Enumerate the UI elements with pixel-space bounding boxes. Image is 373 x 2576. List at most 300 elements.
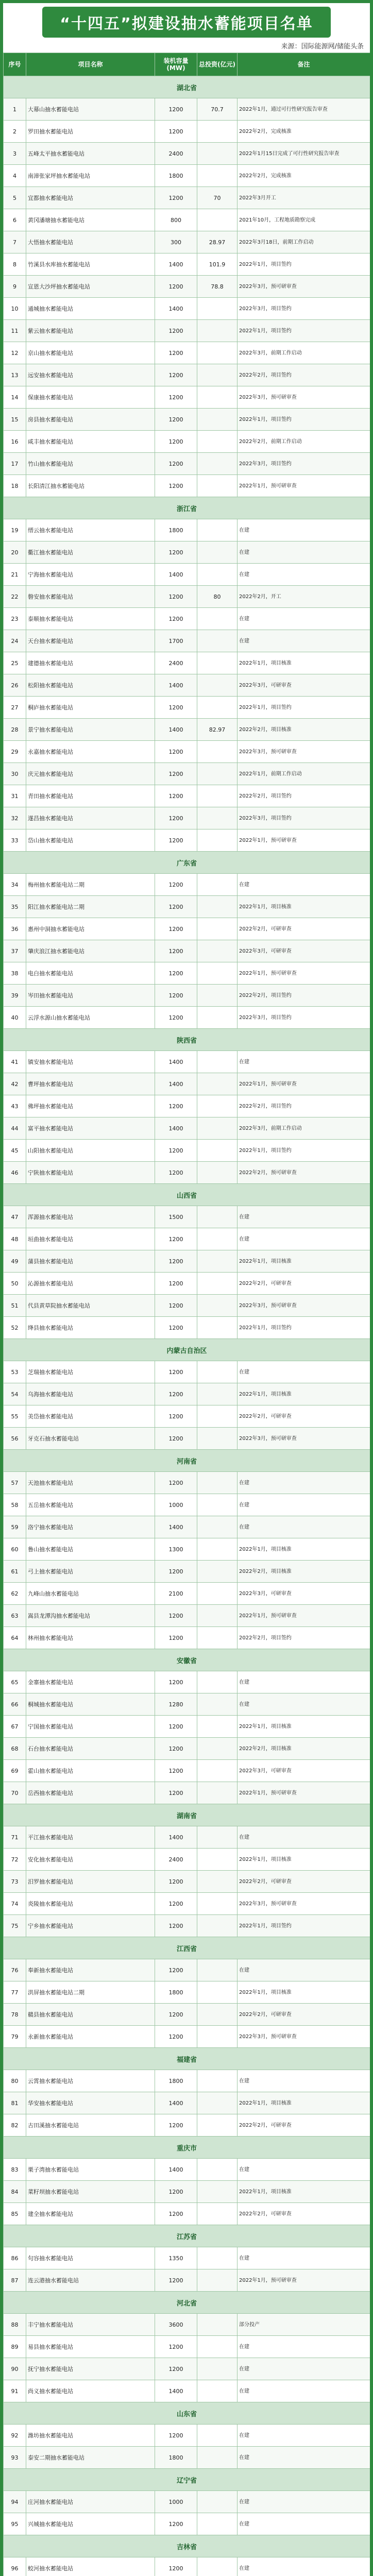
cell-note: 2022年3月，项目签约 <box>238 807 370 829</box>
table-row <box>4 1849 370 1871</box>
cell-capacity: 1400 <box>155 253 197 276</box>
cell-no: 30 <box>4 763 26 785</box>
table-row <box>4 364 370 386</box>
province-header-row <box>4 1339 370 1361</box>
cell-no: 52 <box>4 1317 26 1339</box>
cell-no: 2 <box>4 121 26 143</box>
cell-note: 在建 <box>238 1228 370 1250</box>
cell-note: 2022年1月，项目核准 <box>238 896 370 918</box>
cell-investment <box>197 1007 238 1029</box>
cell-capacity: 1400 <box>155 1117 197 1140</box>
table-row <box>4 1605 370 1627</box>
cell-investment <box>197 1428 238 1450</box>
cell-name: 尚义抽水蓄能电站 <box>26 2380 155 2402</box>
cell-note: 在建 <box>238 2159 370 2181</box>
table-row <box>4 719 370 741</box>
cell-no: 89 <box>4 2336 26 2358</box>
table-row <box>4 2026 370 2048</box>
project-table <box>3 53 370 2576</box>
cell-no: 88 <box>4 2314 26 2336</box>
table-row <box>4 1893 370 1915</box>
cell-name: 宁国抽水蓄能电站 <box>26 1716 155 1738</box>
cell-no: 87 <box>4 2269 26 2292</box>
cell-note: 2022年2月，项目签约 <box>238 785 370 807</box>
cell-note: 在建 <box>238 2247 370 2269</box>
cell-investment <box>197 1073 238 1095</box>
table-row <box>4 674 370 697</box>
table-row <box>4 985 370 1007</box>
cell-capacity: 1200 <box>155 962 197 985</box>
cell-investment <box>197 1472 238 1494</box>
table-row <box>4 2513 370 2535</box>
cell-name: 远安抽水蓄能电站 <box>26 364 155 386</box>
cell-no: 16 <box>4 431 26 453</box>
cell-note: 在建 <box>238 564 370 586</box>
cell-no: 10 <box>4 298 26 320</box>
cell-note: 2022年1月，项目签约 <box>238 697 370 719</box>
table-row <box>4 630 370 652</box>
cell-investment <box>197 364 238 386</box>
table-row <box>4 165 370 187</box>
cell-name: 代县黄草院抽水蓄能电站 <box>26 1295 155 1317</box>
cell-name: 汨罗抽水蓄能电站 <box>26 1871 155 1893</box>
cell-no: 38 <box>4 962 26 985</box>
table-row <box>4 1162 370 1184</box>
cell-capacity: 1200 <box>155 1671 197 1693</box>
cell-capacity: 1200 <box>155 608 197 630</box>
cell-note: 在建 <box>238 1826 370 1849</box>
cell-no: 15 <box>4 409 26 431</box>
table-row <box>4 940 370 962</box>
header-investment: 总投资(亿元) <box>197 53 238 76</box>
province-header-row <box>4 852 370 874</box>
cell-note: 2022年2月，项目核准 <box>238 1738 370 1760</box>
cell-note: 2022年2月，项目签约 <box>238 1095 370 1117</box>
cell-name: 蒲县抽水蓄能电站 <box>26 1250 155 1273</box>
cell-note: 2022年3月，项目签约 <box>238 453 370 475</box>
province-name: 广东省 <box>4 852 370 874</box>
cell-name: 天台抽水蓄能电站 <box>26 630 155 652</box>
province-name: 江苏省 <box>4 2225 370 2247</box>
cell-note: 2022年2月，预可研审查 <box>238 1162 370 1184</box>
cell-name: 桐城抽水蓄能电站 <box>26 1693 155 1716</box>
cell-investment <box>197 1782 238 1804</box>
cell-note: 在建 <box>238 1206 370 1228</box>
cell-name: 咸丰抽水蓄能电站 <box>26 431 155 453</box>
province-header-row <box>4 1450 370 1472</box>
cell-no: 33 <box>4 829 26 852</box>
cell-investment <box>197 2491 238 2513</box>
cell-note: 在建 <box>238 2336 370 2358</box>
cell-capacity: 1200 <box>155 940 197 962</box>
cell-no: 6 <box>4 209 26 231</box>
cell-capacity: 1200 <box>155 1361 197 1383</box>
cell-capacity: 1400 <box>155 1073 197 1095</box>
cell-capacity: 1200 <box>155 1561 197 1583</box>
cell-no: 13 <box>4 364 26 386</box>
cell-capacity: 1200 <box>155 2004 197 2026</box>
cell-investment <box>197 896 238 918</box>
cell-name: 阳江抽水蓄能电站二期 <box>26 896 155 918</box>
table-row <box>4 453 370 475</box>
cell-name: 鲁山抽水蓄能电站 <box>26 1538 155 1561</box>
cell-name: 宁乡抽水蓄能电站 <box>26 1915 155 1937</box>
cell-note: 在建 <box>238 1472 370 1494</box>
table-row <box>4 1516 370 1538</box>
cell-capacity: 1200 <box>155 1317 197 1339</box>
cell-investment <box>197 453 238 475</box>
cell-name: 镇安抽水蓄能电站 <box>26 1051 155 1073</box>
cell-investment <box>197 2181 238 2203</box>
cell-investment <box>197 2159 238 2181</box>
cell-note: 2022年3月，预可研审查 <box>238 1893 370 1915</box>
province-name: 河南省 <box>4 1450 370 1472</box>
cell-name: 丰宁抽水蓄能电站 <box>26 2314 155 2336</box>
cell-investment <box>197 940 238 962</box>
cell-no: 34 <box>4 874 26 896</box>
cell-investment <box>197 763 238 785</box>
cell-investment: 70.7 <box>197 98 238 121</box>
cell-investment <box>197 829 238 852</box>
cell-no: 43 <box>4 1095 26 1117</box>
cell-investment <box>197 2114 238 2137</box>
cell-name: 洛宁抽水蓄能电站 <box>26 1516 155 1538</box>
cell-capacity: 1500 <box>155 1206 197 1228</box>
header-capacity: 装机容量(MW) <box>155 53 197 76</box>
cell-investment <box>197 2314 238 2336</box>
cell-investment: 101.9 <box>197 253 238 276</box>
cell-capacity: 1200 <box>155 1383 197 1405</box>
cell-investment <box>197 1095 238 1117</box>
cell-name: 竹溪县水库抽水蓄能电站 <box>26 253 155 276</box>
cell-no: 20 <box>4 541 26 564</box>
cell-name: 绛县抽水蓄能电站 <box>26 1317 155 1339</box>
cell-no: 65 <box>4 1671 26 1693</box>
cell-capacity: 1800 <box>155 165 197 187</box>
table-row <box>4 1693 370 1716</box>
cell-capacity: 1200 <box>155 1250 197 1273</box>
cell-name: 桐庐抽水蓄能电站 <box>26 697 155 719</box>
cell-name: 肇庆浪江抽水蓄能电站 <box>26 940 155 962</box>
cell-name: 京山抽水蓄能电站 <box>26 342 155 364</box>
cell-capacity: 1200 <box>155 2513 197 2535</box>
cell-name: 霍山抽水蓄能电站 <box>26 1760 155 1782</box>
header-note: 备注 <box>238 53 370 76</box>
table-row <box>4 121 370 143</box>
cell-capacity: 1800 <box>155 2447 197 2469</box>
cell-note: 在建 <box>238 2425 370 2447</box>
cell-note: 2022年1月，项目签约 <box>238 1140 370 1162</box>
cell-capacity: 2400 <box>155 652 197 674</box>
cell-note: 2022年3月，可研审查 <box>238 1760 370 1782</box>
table-row <box>4 652 370 674</box>
cell-note: 2022年2月，项目签约 <box>238 1627 370 1649</box>
cell-investment: 28.97 <box>197 231 238 253</box>
cell-investment <box>197 630 238 652</box>
table-row <box>4 1561 370 1583</box>
cell-note: 在建 <box>238 2557 370 2576</box>
cell-investment <box>197 1605 238 1627</box>
cell-capacity: 1000 <box>155 2491 197 2513</box>
cell-note: 2022年2月，可研审查 <box>238 2203 370 2225</box>
province-header-row <box>4 2137 370 2159</box>
cell-no: 11 <box>4 320 26 342</box>
cell-capacity: 1200 <box>155 874 197 896</box>
province-header-row <box>4 2535 370 2557</box>
source-note: 来源：国际能源网/储能头条 <box>281 43 364 50</box>
cell-note: 2022年3月，前期工作启动 <box>238 342 370 364</box>
table-row <box>4 962 370 985</box>
cell-capacity: 1400 <box>155 1051 197 1073</box>
table-row <box>4 2557 370 2576</box>
cell-investment <box>197 741 238 763</box>
cell-name: 金寨抽水蓄能电站 <box>26 1671 155 1693</box>
cell-name: 炎陵抽水蓄能电站 <box>26 1893 155 1915</box>
table-row <box>4 1915 370 1937</box>
table-row <box>4 2314 370 2336</box>
table-row <box>4 431 370 453</box>
cell-name: 南漳张家坪抽水蓄能电站 <box>26 165 155 187</box>
table-row <box>4 608 370 630</box>
cell-note: 2022年2月，项目签约 <box>238 364 370 386</box>
cell-capacity: 1200 <box>155 697 197 719</box>
province-header-row <box>4 2225 370 2247</box>
cell-investment <box>197 2004 238 2026</box>
cell-note: 在建 <box>238 541 370 564</box>
cell-no: 24 <box>4 630 26 652</box>
cell-capacity: 1200 <box>155 807 197 829</box>
province-header-row <box>4 1937 370 1959</box>
cell-no: 61 <box>4 1561 26 1583</box>
cell-capacity: 800 <box>155 209 197 231</box>
cell-capacity: 1400 <box>155 2092 197 2114</box>
cell-name: 宣恩大沙坪抽水蓄能电站 <box>26 276 155 298</box>
cell-note: 在建 <box>238 1051 370 1073</box>
cell-no: 31 <box>4 785 26 807</box>
cell-no: 58 <box>4 1494 26 1516</box>
cell-note: 2022年2月，可研审查 <box>238 2004 370 2026</box>
cell-note: 2022年1月，项目核准 <box>238 1981 370 2004</box>
cell-name: 宁海抽水蓄能电站 <box>26 564 155 586</box>
cell-name: 永嘉抽水蓄能电站 <box>26 741 155 763</box>
cell-investment <box>197 2380 238 2402</box>
cell-name: 庄河抽水蓄能电站 <box>26 2491 155 2513</box>
cell-name: 平江抽水蓄能电站 <box>26 1826 155 1849</box>
cell-note: 2022年1月，预可研审查 <box>238 475 370 497</box>
cell-investment <box>197 298 238 320</box>
table-row <box>4 2447 370 2469</box>
cell-no: 17 <box>4 453 26 475</box>
cell-name: 句容抽水蓄能电站 <box>26 2247 155 2269</box>
cell-no: 82 <box>4 2114 26 2137</box>
cell-name: 景宁抽水蓄能电站 <box>26 719 155 741</box>
table-row <box>4 763 370 785</box>
cell-no: 77 <box>4 1981 26 2004</box>
table-row <box>4 298 370 320</box>
cell-investment <box>197 674 238 697</box>
cell-no: 55 <box>4 1405 26 1428</box>
cell-investment <box>197 1494 238 1516</box>
cell-no: 3 <box>4 143 26 165</box>
cell-note: 2022年1月15日完成了可行性研究报告审查 <box>238 143 370 165</box>
province-name: 陕西省 <box>4 1029 370 1051</box>
table-row <box>4 143 370 165</box>
cell-name: 兴城抽水蓄能电站 <box>26 2513 155 2535</box>
cell-capacity: 1200 <box>155 98 197 121</box>
cell-capacity: 1200 <box>155 431 197 453</box>
cell-investment <box>197 2026 238 2048</box>
cell-name: 菜籽坝抽水蓄能电站 <box>26 2181 155 2203</box>
cell-capacity: 1200 <box>155 2114 197 2137</box>
cell-name: 遂昌抽水蓄能电站 <box>26 807 155 829</box>
cell-name: 山阳抽水蓄能电站 <box>26 1140 155 1162</box>
cell-capacity: 1200 <box>155 2336 197 2358</box>
cell-no: 67 <box>4 1716 26 1738</box>
cell-capacity: 1200 <box>155 1472 197 1494</box>
cell-name: 青田抽水蓄能电站 <box>26 785 155 807</box>
cell-note: 在建 <box>238 874 370 896</box>
cell-investment <box>197 608 238 630</box>
cell-no: 48 <box>4 1228 26 1250</box>
province-header-row <box>4 2469 370 2491</box>
cell-no: 83 <box>4 2159 26 2181</box>
cell-no: 59 <box>4 1516 26 1538</box>
cell-investment <box>197 2070 238 2092</box>
cell-name: 长阳清江抽水蓄能电站 <box>26 475 155 497</box>
cell-name: 嵩县龙潭沟抽水蓄能电站 <box>26 1605 155 1627</box>
table-row <box>4 541 370 564</box>
cell-name: 建德抽水蓄能电站 <box>26 652 155 674</box>
cell-no: 23 <box>4 608 26 630</box>
cell-note: 2021年10月，工程地质勘察完成 <box>238 209 370 231</box>
table-row <box>4 276 370 298</box>
cell-investment <box>197 409 238 431</box>
cell-capacity: 1200 <box>155 453 197 475</box>
table-row <box>4 586 370 608</box>
cell-investment <box>197 962 238 985</box>
cell-note: 2022年3月开工 <box>238 187 370 209</box>
table-row <box>4 1317 370 1339</box>
cell-note: 2022年2月，可研审查 <box>238 1871 370 1893</box>
cell-no: 73 <box>4 1871 26 1893</box>
cell-no: 25 <box>4 652 26 674</box>
cell-note: 2022年1月，预可研审查 <box>238 1782 370 1804</box>
cell-capacity: 1200 <box>155 2026 197 2048</box>
cell-note: 2022年1月，预可研审查 <box>238 962 370 985</box>
cell-investment <box>197 1693 238 1716</box>
province-header-row <box>4 1184 370 1206</box>
cell-no: 8 <box>4 253 26 276</box>
cell-note: 2022年1月，项目签约 <box>238 409 370 431</box>
cell-capacity: 1400 <box>155 1516 197 1538</box>
cell-note: 2022年3月，可研审查 <box>238 940 370 962</box>
cell-investment <box>197 2557 238 2576</box>
cell-no: 5 <box>4 187 26 209</box>
cell-note: 2022年3月，预可研审查 <box>238 276 370 298</box>
cell-name: 洪屏抽水蓄能电站二期 <box>26 1981 155 2004</box>
cell-investment <box>197 1405 238 1428</box>
cell-no: 81 <box>4 2092 26 2114</box>
cell-no: 57 <box>4 1472 26 1494</box>
cell-investment <box>197 1228 238 1250</box>
cell-no: 92 <box>4 2425 26 2447</box>
cell-no: 53 <box>4 1361 26 1383</box>
cell-name: 惠州中洞抽水蓄能电站 <box>26 918 155 940</box>
cell-name: 岱山抽水蓄能电站 <box>26 829 155 852</box>
cell-note: 2022年3月，项目签约 <box>238 298 370 320</box>
cell-investment <box>197 1716 238 1738</box>
cell-note: 2022年1月，项目签约 <box>238 253 370 276</box>
cell-capacity: 1200 <box>155 1871 197 1893</box>
table-row <box>4 2491 370 2513</box>
cell-capacity: 1200 <box>155 364 197 386</box>
cell-no: 49 <box>4 1250 26 1273</box>
cell-name: 梅州抽水蓄能电站二期 <box>26 874 155 896</box>
province-name: 江西省 <box>4 1937 370 1959</box>
table-row <box>4 409 370 431</box>
cell-name: 建全抽水蓄能电站 <box>26 2203 155 2225</box>
cell-capacity: 1800 <box>155 2070 197 2092</box>
cell-capacity: 1350 <box>155 2247 197 2269</box>
cell-note: 在建 <box>238 2380 370 2402</box>
province-name: 山西省 <box>4 1184 370 1206</box>
cell-capacity: 1200 <box>155 2181 197 2203</box>
cell-capacity: 1280 <box>155 1693 197 1716</box>
cell-no: 36 <box>4 918 26 940</box>
cell-investment <box>197 1826 238 1849</box>
cell-no: 14 <box>4 386 26 409</box>
title-bar <box>3 3 370 41</box>
cell-investment: 82.97 <box>197 719 238 741</box>
cell-note: 2022年1月，项目核准 <box>238 1383 370 1405</box>
cell-investment <box>197 431 238 453</box>
cell-no: 12 <box>4 342 26 364</box>
cell-investment <box>197 320 238 342</box>
province-header-row <box>4 1649 370 1671</box>
cell-capacity: 2400 <box>155 143 197 165</box>
cell-no: 69 <box>4 1760 26 1782</box>
province-header-row <box>4 76 370 98</box>
table-row <box>4 342 370 364</box>
table-row <box>4 187 370 209</box>
province-name: 浙江省 <box>4 497 370 519</box>
cell-investment <box>197 1871 238 1893</box>
cell-capacity: 1200 <box>155 2557 197 2576</box>
cell-no: 45 <box>4 1140 26 1162</box>
table-row <box>4 2114 370 2137</box>
cell-name: 房县抽水蓄能电站 <box>26 409 155 431</box>
cell-capacity: 1200 <box>155 741 197 763</box>
cell-no: 39 <box>4 985 26 1007</box>
table-row <box>4 2358 370 2380</box>
cell-note: 2022年1月，项目核准 <box>238 2181 370 2203</box>
cell-capacity: 1200 <box>155 829 197 852</box>
cell-note: 2022年2月，可研审查 <box>238 918 370 940</box>
cell-no: 7 <box>4 231 26 253</box>
cell-capacity: 1200 <box>155 1162 197 1184</box>
cell-investment <box>197 564 238 586</box>
cell-investment <box>197 1361 238 1383</box>
table-row <box>4 1671 370 1693</box>
cell-capacity: 1400 <box>155 1826 197 1849</box>
table-row <box>4 231 370 253</box>
cell-note: 在建 <box>238 519 370 541</box>
province-name: 辽宁省 <box>4 2469 370 2491</box>
cell-name: 五峰太平抽水蓄能电站 <box>26 143 155 165</box>
cell-capacity: 1200 <box>155 1140 197 1162</box>
cell-capacity: 1200 <box>155 541 197 564</box>
cell-no: 63 <box>4 1605 26 1627</box>
